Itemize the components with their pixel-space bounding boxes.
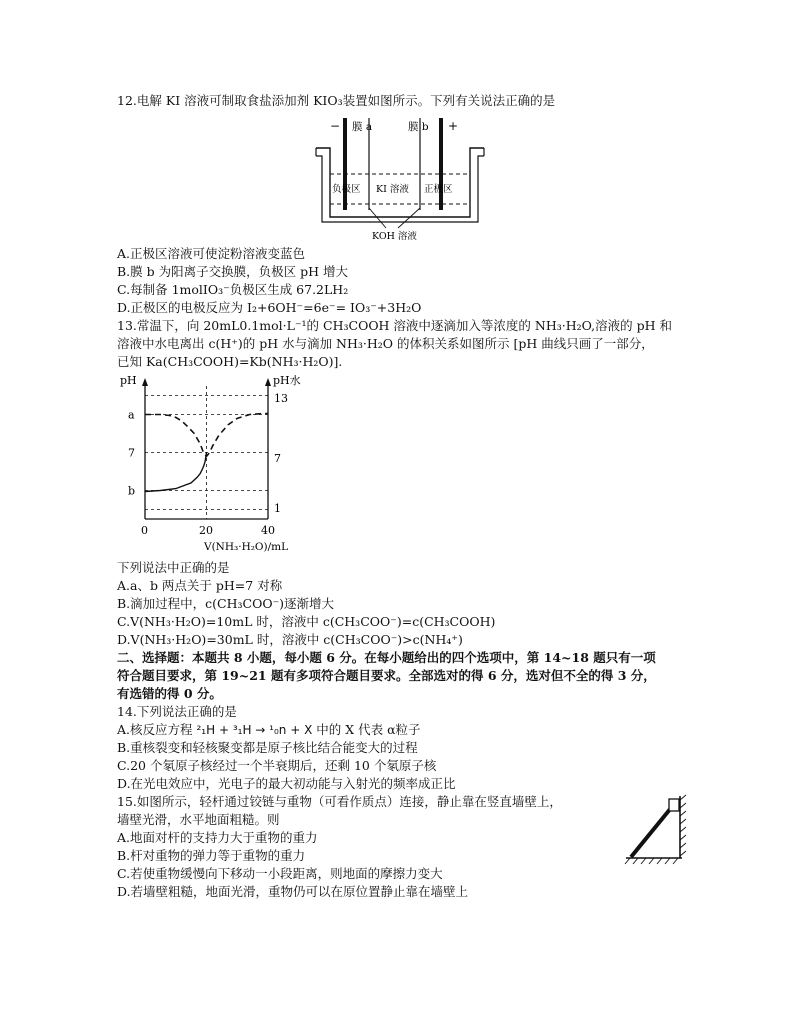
- ph-titration-chart: [112, 372, 312, 557]
- q13-stem-line-1: 13.常温下，向 20mL0.1mol·L⁻¹的 CH₃COOH 溶液中逐滴加入等浓度的 NH₃·H₂O,溶液的 pH 和: [117, 318, 672, 333]
- q12-option-c: C.每制备 1molIO₃⁻负极区生成 67.2LH₂: [117, 282, 349, 297]
- section2-line-3: 有选错的得 0 分。: [117, 686, 222, 701]
- left-tick-b: b: [128, 484, 136, 498]
- right-tick-13: 13: [274, 392, 288, 405]
- q12-option-a: A.正极区溶液可使淀粉溶液变蓝色: [117, 246, 306, 261]
- x-axis-label: V(NH₃·H₂O)/mL: [204, 541, 289, 553]
- q15-option-c: C.若使重物缓慢向下移动一小段距离，则地面的摩擦力变大: [117, 866, 443, 881]
- q14-stem: 14.下列说法正确的是: [117, 704, 237, 719]
- ph-solid-curve: [145, 453, 207, 492]
- q15-option-b: B.杆对重物的弹力等于重物的重力: [117, 848, 306, 863]
- q12-option-d: D.正极区的电极反应为 I₂+6OH⁻=6e⁻= IO₃⁻+3H₂O: [117, 300, 422, 315]
- left-tick-a: a: [128, 408, 135, 422]
- x-tick-0: 0: [141, 524, 148, 537]
- x-tick-20: 20: [199, 524, 213, 537]
- q14-option-b: B.重核裂变和轻核聚变都是原子核比结合能变大的过程: [117, 740, 418, 755]
- electrolysis-figure: [312, 112, 490, 242]
- q14-option-a: [117, 722, 421, 738]
- minus-sign: −: [330, 119, 341, 133]
- q15-option-d: D.若墙壁粗糙，地面光滑，重物仍可以在原位置静止靠在墙壁上: [117, 884, 469, 899]
- negative-zone-label: 负极区: [332, 184, 361, 195]
- membrane-b-label: 膜 b: [408, 121, 429, 133]
- q12-option-b: B.膜 b 为阳离子交换膜，负极区 pH 增大: [117, 264, 348, 279]
- nuclear-equation: ²₁H + ³₁H → ¹₀n + X: [196, 723, 313, 737]
- q15-stem-line-1: 15.如图所示，轻杆通过铰链与重物（可看作质点）连接，静止靠在竖直墙壁上，: [117, 794, 562, 809]
- x-tick-40: 40: [261, 524, 275, 537]
- q13-option-a: A.a、b 两点关于 pH=7 对称: [117, 578, 283, 593]
- right-tick-1: 1: [274, 502, 281, 515]
- q14-option-d: D.在光电效应中，光电子的最大初动能与入射光的频率成正比: [117, 776, 456, 791]
- q14-option-a-suffix: 中的 X 代表 α粒子: [316, 722, 421, 737]
- plus-sign: +: [448, 119, 459, 133]
- q14-option-c: C.20 个氡原子核经过一个半衰期后，还剩 10 个氡原子核: [117, 758, 437, 773]
- membrane-a-label: 膜 a: [352, 121, 373, 133]
- y-left-label: pH: [120, 374, 137, 387]
- positive-zone-label: 正极区: [424, 184, 453, 195]
- section2-line-2: 符合题目要求，第 19~21 题有多项符合题目要求。全部选对的得 6 分，选对但不全的得 3 分，: [117, 668, 656, 683]
- section2-line-1: 二、选择题：本题共 8 小题，每小题 6 分。在每小题给出的四个选项中，第 14~18 题只有一项: [117, 650, 656, 665]
- q15-option-a: A.地面对杆的支持力大于重物的重力: [117, 830, 318, 845]
- q13-stem-line-2: 溶液中水电离出 c(H⁺)的 pH 水与滴加 NH₃·H₂O 的体积关系如图所示 [pH 曲线只画了一部分，: [117, 336, 654, 351]
- koh-solution-label: KOH 溶液: [372, 231, 417, 242]
- q12-stem: 12.电解 KI 溶液可制取食盐添加剂 KIO₃装置如图所示。下列有关说法正确的是: [117, 93, 556, 108]
- positive-electrode: [439, 118, 443, 210]
- left-tick-7: 7: [128, 446, 135, 460]
- q13-stem-line-3: 已知 Ka(CH₃COOH)=Kb(NH₃·H₂O)].: [117, 354, 343, 369]
- q13-question: 下列说法中正确的是: [117, 560, 230, 575]
- y-right-label: pH水: [273, 374, 301, 387]
- q15-stem-line-2: 墙壁光滑，水平地面粗糙。则: [117, 812, 280, 827]
- right-tick-7: 7: [274, 452, 281, 465]
- weight-block: [669, 799, 679, 811]
- q13-option-b: B.滴加过程中，c(CH₃COO⁻)逐渐增大: [117, 596, 335, 611]
- q13-option-d: D.V(NH₃·H₂O)=30mL 时，溶液中 c(CH₃COO⁻)>c(NH₄⁺): [117, 632, 463, 647]
- q14-option-a-prefix: A.核反应方程: [117, 722, 193, 737]
- rod-wall-figure: [622, 790, 702, 865]
- negative-electrode: [343, 118, 347, 210]
- ki-solution-label: KI 溶液: [376, 184, 409, 195]
- q13-option-c: C.V(NH₃·H₂O)=10mL 时，溶液中 c(CH₃COO⁻)=c(CH₃COOH): [117, 614, 496, 629]
- light-rod: [631, 808, 671, 857]
